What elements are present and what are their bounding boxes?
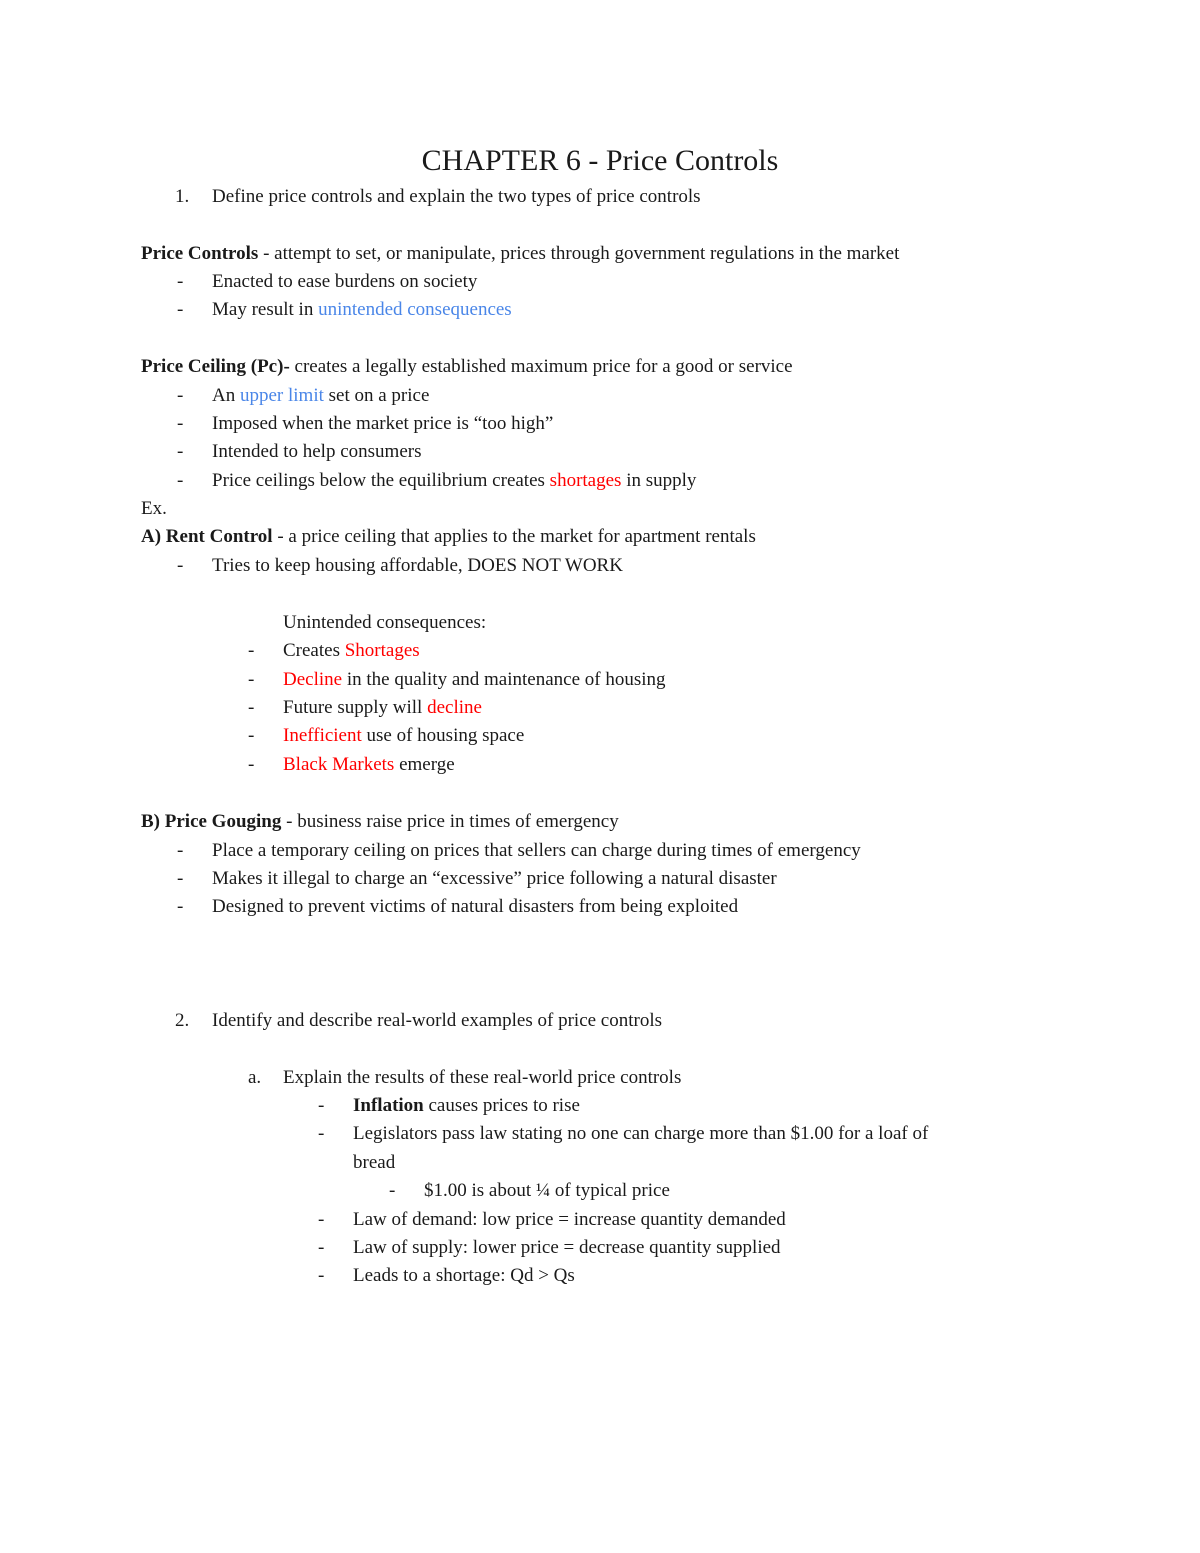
bullet-dash: - [177,555,184,576]
list-item: Tries to keep housing affordable, DOES NOT WORK [212,555,623,576]
definition-text: creates a legally established maximum price for a good or service [289,356,793,377]
example-label: Ex. [141,498,167,519]
price-controls-definition [141,242,899,266]
list-item [212,384,429,408]
item-text: set on a price [323,385,430,406]
bullet-dash: - [177,299,184,320]
bullet-dash: - [318,1209,325,1230]
list-item [283,668,666,692]
list-item [212,469,696,493]
term-price-controls: Price Controls [141,243,259,264]
bullet-dash: - [177,271,184,292]
bullet-dash: - [177,470,184,491]
item-text: Price ceilings below the equilibrium creates [212,470,550,491]
list-item: Intended to help consumers [212,441,422,462]
list-item [283,724,524,748]
list-item: Legislators pass law stating no one can charge more than $1.00 for a loaf of [353,1123,929,1144]
highlight-text: Shortages [344,640,420,661]
term-price-ceiling: Price Ceiling (Pc) [141,356,284,377]
price-ceiling-definition [141,355,793,379]
bullet-dash: - [177,385,184,406]
list-item: Enacted to ease burdens on society [212,271,478,292]
list-item: Imposed when the market price is “too high” [212,413,554,434]
item-text: in the quality and maintenance of housing [342,669,666,690]
list-item-continuation: bread [353,1152,396,1173]
list-item [353,1094,580,1118]
list-item: Place a temporary ceiling on prices that sellers can charge during times of emergency [212,840,861,861]
list-item: Law of supply: lower price = decrease quantity supplied [353,1237,781,1258]
highlight-text: Inefficient [283,725,362,746]
bullet-dash: - [177,441,184,462]
bullet-dash: - [177,413,184,434]
definition-text: - attempt to set, or manipulate, prices through government regulations in the market [258,243,900,264]
bullet-dash: - [177,840,184,861]
definition-text: - business raise price in times of emergency [281,811,619,832]
bullet-dash: - [318,1095,325,1116]
list-item [283,696,482,720]
item-text: An [212,385,240,406]
list-item: Law of demand: low price = increase quantity demanded [353,1209,786,1230]
item-text: Creates [283,640,345,661]
item-text: emerge [394,754,455,775]
highlight-text: Black Markets [283,754,395,775]
term-rent-control: A) Rent Control [141,526,273,547]
term-dash: - [283,356,290,377]
bullet-dash: - [248,754,255,775]
question-1: Define price controls and explain the two types of price controls [212,186,701,207]
list-item [283,753,455,777]
highlight-text: decline [427,697,482,718]
page-title: CHAPTER 6 - Price Controls [421,144,779,177]
price-gouging-definition [141,810,619,834]
bullet-dash: - [318,1237,325,1258]
bullet-dash: - [318,1265,325,1286]
list-item [283,639,420,663]
question-2: Identify and describe real-world examples of price controls [212,1010,663,1031]
bullet-dash: - [248,725,255,746]
list-item: Designed to prevent victims of natural disasters from being exploited [212,896,739,917]
item-text: causes prices to rise [423,1095,580,1116]
bullet-dash: - [248,697,255,718]
list-letter: a. [248,1067,262,1088]
bullet-dash: - [318,1123,325,1144]
item-text: May result in [212,299,319,320]
bullet-dash: - [389,1180,396,1201]
bullet-dash: - [177,896,184,917]
bullet-dash: - [248,640,255,661]
item-text: in supply [621,470,697,491]
list-item: Leads to a shortage: Qd > Qs [353,1265,575,1286]
term-price-gouging: B) Price Gouging [141,811,282,832]
bullet-dash: - [248,669,255,690]
highlight-text: unintended consequences [318,299,512,320]
item-text: Future supply will [283,697,428,718]
list-number: 2. [175,1010,190,1031]
sub-question-a: Explain the results of these real-world price controls [283,1067,682,1088]
list-item: $1.00 is about ¼ of typical price [424,1180,670,1201]
definition-text: - a price ceiling that applies to the market for apartment rentals [272,526,756,547]
list-item [212,298,512,322]
rent-control-definition [141,525,756,549]
highlight-text: upper limit [239,385,324,406]
bold-term: Inflation [353,1095,424,1116]
item-text: use of housing space [361,725,525,746]
list-item: Makes it illegal to charge an “excessive” price following a natural disaster [212,868,777,889]
highlight-text: Decline [283,669,343,690]
sub-heading: Unintended consequences: [283,612,487,633]
bullet-dash: - [177,868,184,889]
highlight-text: shortages [549,470,622,491]
list-number: 1. [175,186,190,207]
